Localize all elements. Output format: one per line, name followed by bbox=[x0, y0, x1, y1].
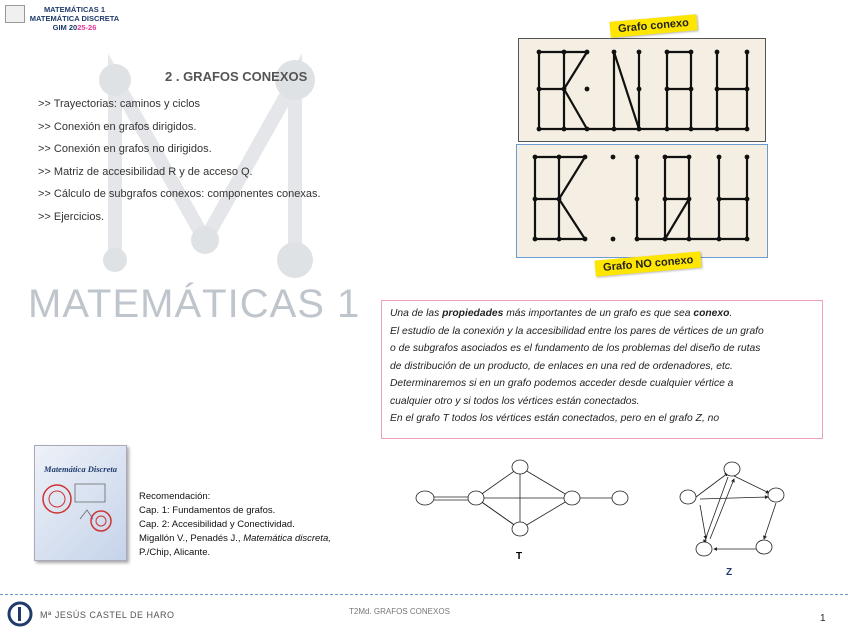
header-line2: MATEMÁTICA DISCRETA bbox=[29, 14, 120, 23]
graph-z bbox=[672, 455, 787, 580]
recommendation-line: P./Chip, Alicante. bbox=[139, 547, 211, 558]
topic-item: >> Matriz de accesibilidad R y de acceso Q. bbox=[38, 165, 253, 178]
topic-item: >> Conexión en grafos no dirigidos. bbox=[38, 143, 212, 156]
topic-item: >> Cálculo de subgrafos conexos: componentes conexas. bbox=[38, 188, 321, 201]
university-logo-icon bbox=[7, 601, 33, 627]
disconnected-graph bbox=[517, 145, 767, 257]
explanation-line: Determinaremos si en un grafo podemos acceder desde cualquier vértice a bbox=[390, 378, 734, 389]
recommendation-heading: Recomendación: bbox=[139, 491, 211, 502]
recommendation-line: Cap. 1: Fundamentos de grafos. bbox=[139, 505, 276, 516]
graph-t-label: T bbox=[516, 551, 523, 562]
book-cover bbox=[34, 445, 127, 561]
footer-divider bbox=[0, 594, 848, 595]
topic-item: >> Ejercicios. bbox=[38, 210, 105, 223]
footer-author: Mª JESÚS CASTEL DE HARO bbox=[40, 610, 175, 620]
page-number: 1 bbox=[820, 613, 826, 624]
disconnected-graph-box bbox=[516, 144, 768, 258]
graph-z-label: Z bbox=[726, 567, 733, 578]
recommendation bbox=[139, 490, 331, 560]
recommendation-line: Migallón V., Penadés J., Matemática discreta, bbox=[139, 533, 331, 544]
explanation-box bbox=[381, 300, 823, 439]
footer-title: T2Md. GRAFOS CONEXOS bbox=[349, 607, 450, 616]
explanation-line: El estudio de la conexión y la accesibilidad entre los pares de vértices de un grafo bbox=[390, 325, 764, 337]
watermark-text: MATEMÁTICAS 1 bbox=[28, 282, 361, 326]
header-line3 bbox=[22, 23, 127, 32]
explanation-line: cualquier otro y si todos los vértices están conectados. bbox=[390, 395, 640, 407]
explanation-line: de distribución de un producto, de enlaces en una red de ordenadores, etc. bbox=[390, 360, 733, 372]
explanation-line: o de subgrafos asociados es el fundamento de los problemas del diseño de rutas bbox=[390, 343, 761, 354]
topic-list bbox=[38, 96, 321, 232]
header-year-a: GIM 20 bbox=[52, 23, 78, 32]
connected-graph bbox=[519, 39, 765, 141]
course-header bbox=[22, 5, 127, 32]
disconnected-graph-label: Grafo NO conexo bbox=[595, 251, 702, 276]
topic-item: >> Conexión en grafos dirigidos. bbox=[38, 120, 197, 133]
explanation-line: Una de las propiedades más importantes de un grafo es que sea conexo. bbox=[390, 308, 733, 319]
book-title: Matemática Discreta bbox=[44, 464, 117, 474]
graph-t bbox=[412, 455, 632, 565]
header-year-b: 25-26 bbox=[77, 23, 97, 32]
recommendation-line: Cap. 2: Accesibilidad y Conectividad. bbox=[139, 519, 295, 530]
topic-item: >> Trayectorias: caminos y ciclos bbox=[38, 98, 201, 110]
book-art-icon bbox=[35, 474, 126, 544]
section-title: 2 . GRAFOS CONEXOS bbox=[165, 69, 308, 84]
connected-graph-box bbox=[518, 38, 766, 142]
connected-graph-label: Grafo conexo bbox=[609, 14, 697, 38]
header-line1: MATEMÁTICAS 1 bbox=[43, 5, 106, 14]
explanation-line: En el grafo T todos los vértices están conectados, pero en el grafo Z, no bbox=[390, 413, 720, 424]
